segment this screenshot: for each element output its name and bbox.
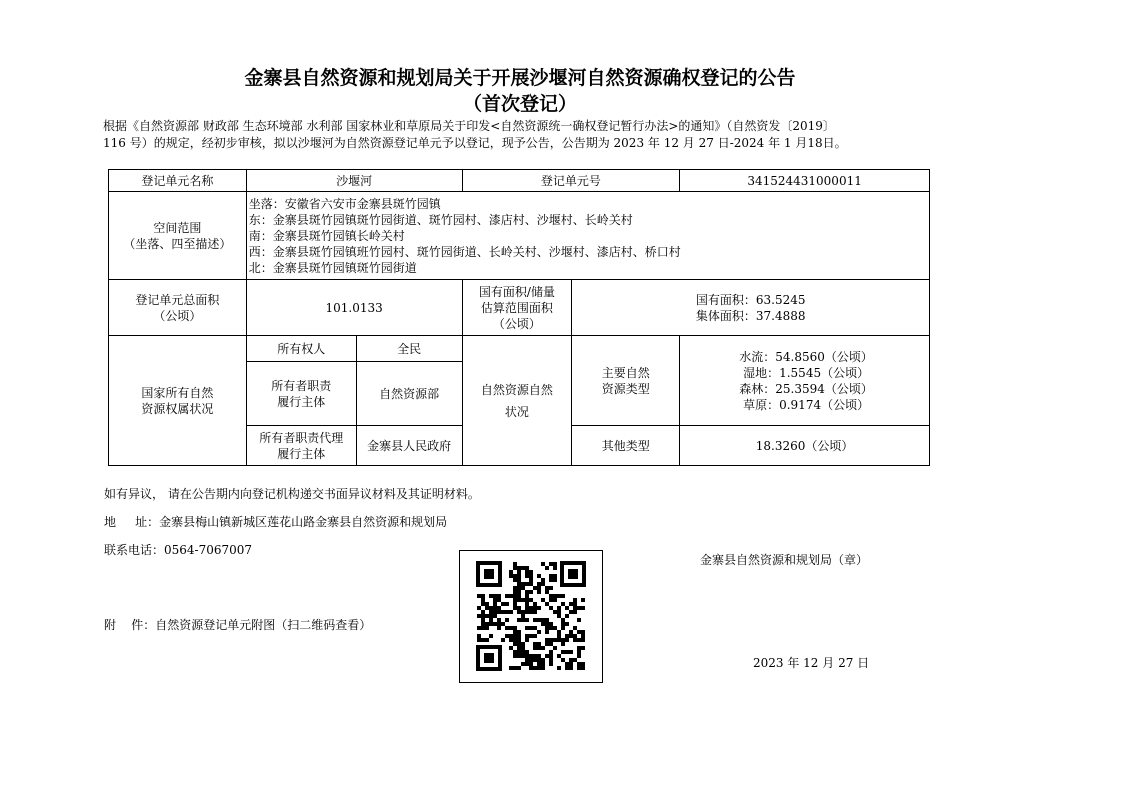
agent-value: 金寨县人民政府 [356, 426, 462, 466]
main-type-label [572, 336, 680, 426]
collective-area-line: 集体面积：37.4888 [695, 308, 806, 323]
total-area-value: 101.0133 [246, 280, 462, 336]
total-area-label-line-2: （公顷） [153, 308, 202, 323]
attachment-line: 附 件：自然资源登记单元附图（扫二维码查看） [104, 618, 372, 632]
qr-code-frame [459, 550, 603, 683]
duty-label-line-1: 所有者职责 [271, 378, 332, 393]
main-type-line: 湿地：1.5545（公顷） [743, 365, 870, 380]
space-line: 坐落：安徽省六安市金寨县斑竹园镇 [248, 196, 441, 211]
notice-title: 金寨县自然资源和规划局关于开展沙堰河自然资源确权登记的公告 [244, 67, 796, 89]
seal-line: 金寨县自然资源和规划局（章） [700, 553, 869, 567]
agent-label [246, 426, 356, 466]
notice-subtitle: （首次登记） [462, 93, 577, 115]
state-area-label-line-1: 国有面积/储量 [478, 284, 555, 299]
unit-name-label: 登记单元名称 [109, 170, 247, 192]
date-line: 2023 年 12 月 27 日 [753, 656, 870, 670]
space-description [246, 192, 929, 280]
unit-no-value: 341524431000011 [680, 170, 930, 192]
space-line: 西：金寨县斑竹园镇班竹园村、斑竹园街道、长岭关村、沙堰村、漆店村、桥口村 [248, 244, 681, 259]
ownership-label [109, 336, 247, 466]
space-label-line-1: 空间范围 [153, 220, 202, 235]
agent-label-line-1: 所有者职责代理 [259, 430, 344, 445]
main-type-line: 水流：54.8560（公顷） [739, 349, 873, 364]
total-area-label [109, 280, 247, 336]
owner-label: 所有权人 [246, 336, 356, 362]
state-area-line: 国有面积：63.5245 [695, 292, 806, 307]
registration-table [108, 169, 930, 466]
owner-value: 全民 [356, 336, 462, 362]
space-label-line-2: （坐落、四至描述） [123, 236, 232, 251]
state-area-value [572, 280, 930, 336]
phone-line: 联系电话：0564-7067007 [104, 543, 253, 557]
status-label-line-1: 自然资源自然 [480, 382, 553, 397]
duty-label [246, 362, 356, 426]
unit-no-label: 登记单元号 [462, 170, 680, 192]
space-line: 北：金寨县斑竹园镇斑竹园街道 [248, 260, 417, 275]
state-area-label-line-3: （公顷） [492, 316, 541, 331]
other-type-label: 其他类型 [572, 426, 680, 466]
status-label [462, 336, 572, 466]
unit-name-value: 沙堰河 [246, 170, 462, 192]
state-area-label [462, 280, 572, 336]
main-type-label-line-2: 资源类型 [601, 381, 650, 396]
ownership-label-line-1: 国家所有自然 [141, 385, 214, 400]
space-line: 南：金寨县斑竹园镇长岭关村 [248, 228, 405, 243]
objection-note: 如有异议， 请在公告期内向登记机构递交书面异议材料及其证明材料。 [104, 487, 480, 501]
main-type-line: 草原：0.9174（公顷） [743, 397, 870, 412]
status-label-line-2: 状况 [504, 404, 529, 419]
other-type-value: 18.3260（公顷） [680, 426, 930, 466]
qr-code-icon [476, 561, 586, 671]
state-area-label-line-2: 估算范围面积 [480, 300, 553, 315]
agent-label-line-2: 履行主体 [277, 446, 326, 461]
main-type-label-line-1: 主要自然 [601, 365, 650, 380]
intro-line-1: 根据《自然资源部 财政部 生态环境部 水利部 国家林业和草原局关于印发<自然资源统一确权登记暂行办法>的通知》（自然资发〔2019〕 [103, 119, 835, 133]
space-line: 东：金寨县斑竹园镇斑竹园街道、斑竹园村、漆店村、沙堰村、长岭关村 [248, 212, 633, 227]
ownership-label-line-2: 资源权属状况 [141, 401, 214, 416]
space-label [109, 192, 247, 280]
duty-value: 自然资源部 [356, 362, 462, 426]
intro-line-2: 116 号）的规定，经初步审核，拟以沙堰河为自然资源登记单元予以登记，现予公告，公告期为 2023 年 12 月 27 日-2024 年 1 月18日。 [103, 136, 847, 150]
address-line: 地 址：金寨县梅山镇新城区莲花山路金寨县自然资源和规划局 [104, 515, 448, 529]
total-area-label-line-1: 登记单元总面积 [135, 292, 220, 307]
main-types-value [680, 336, 930, 426]
intro-paragraph [104, 118, 956, 152]
duty-label-line-2: 履行主体 [277, 394, 326, 409]
main-type-line: 森林：25.3594（公顷） [739, 381, 873, 396]
